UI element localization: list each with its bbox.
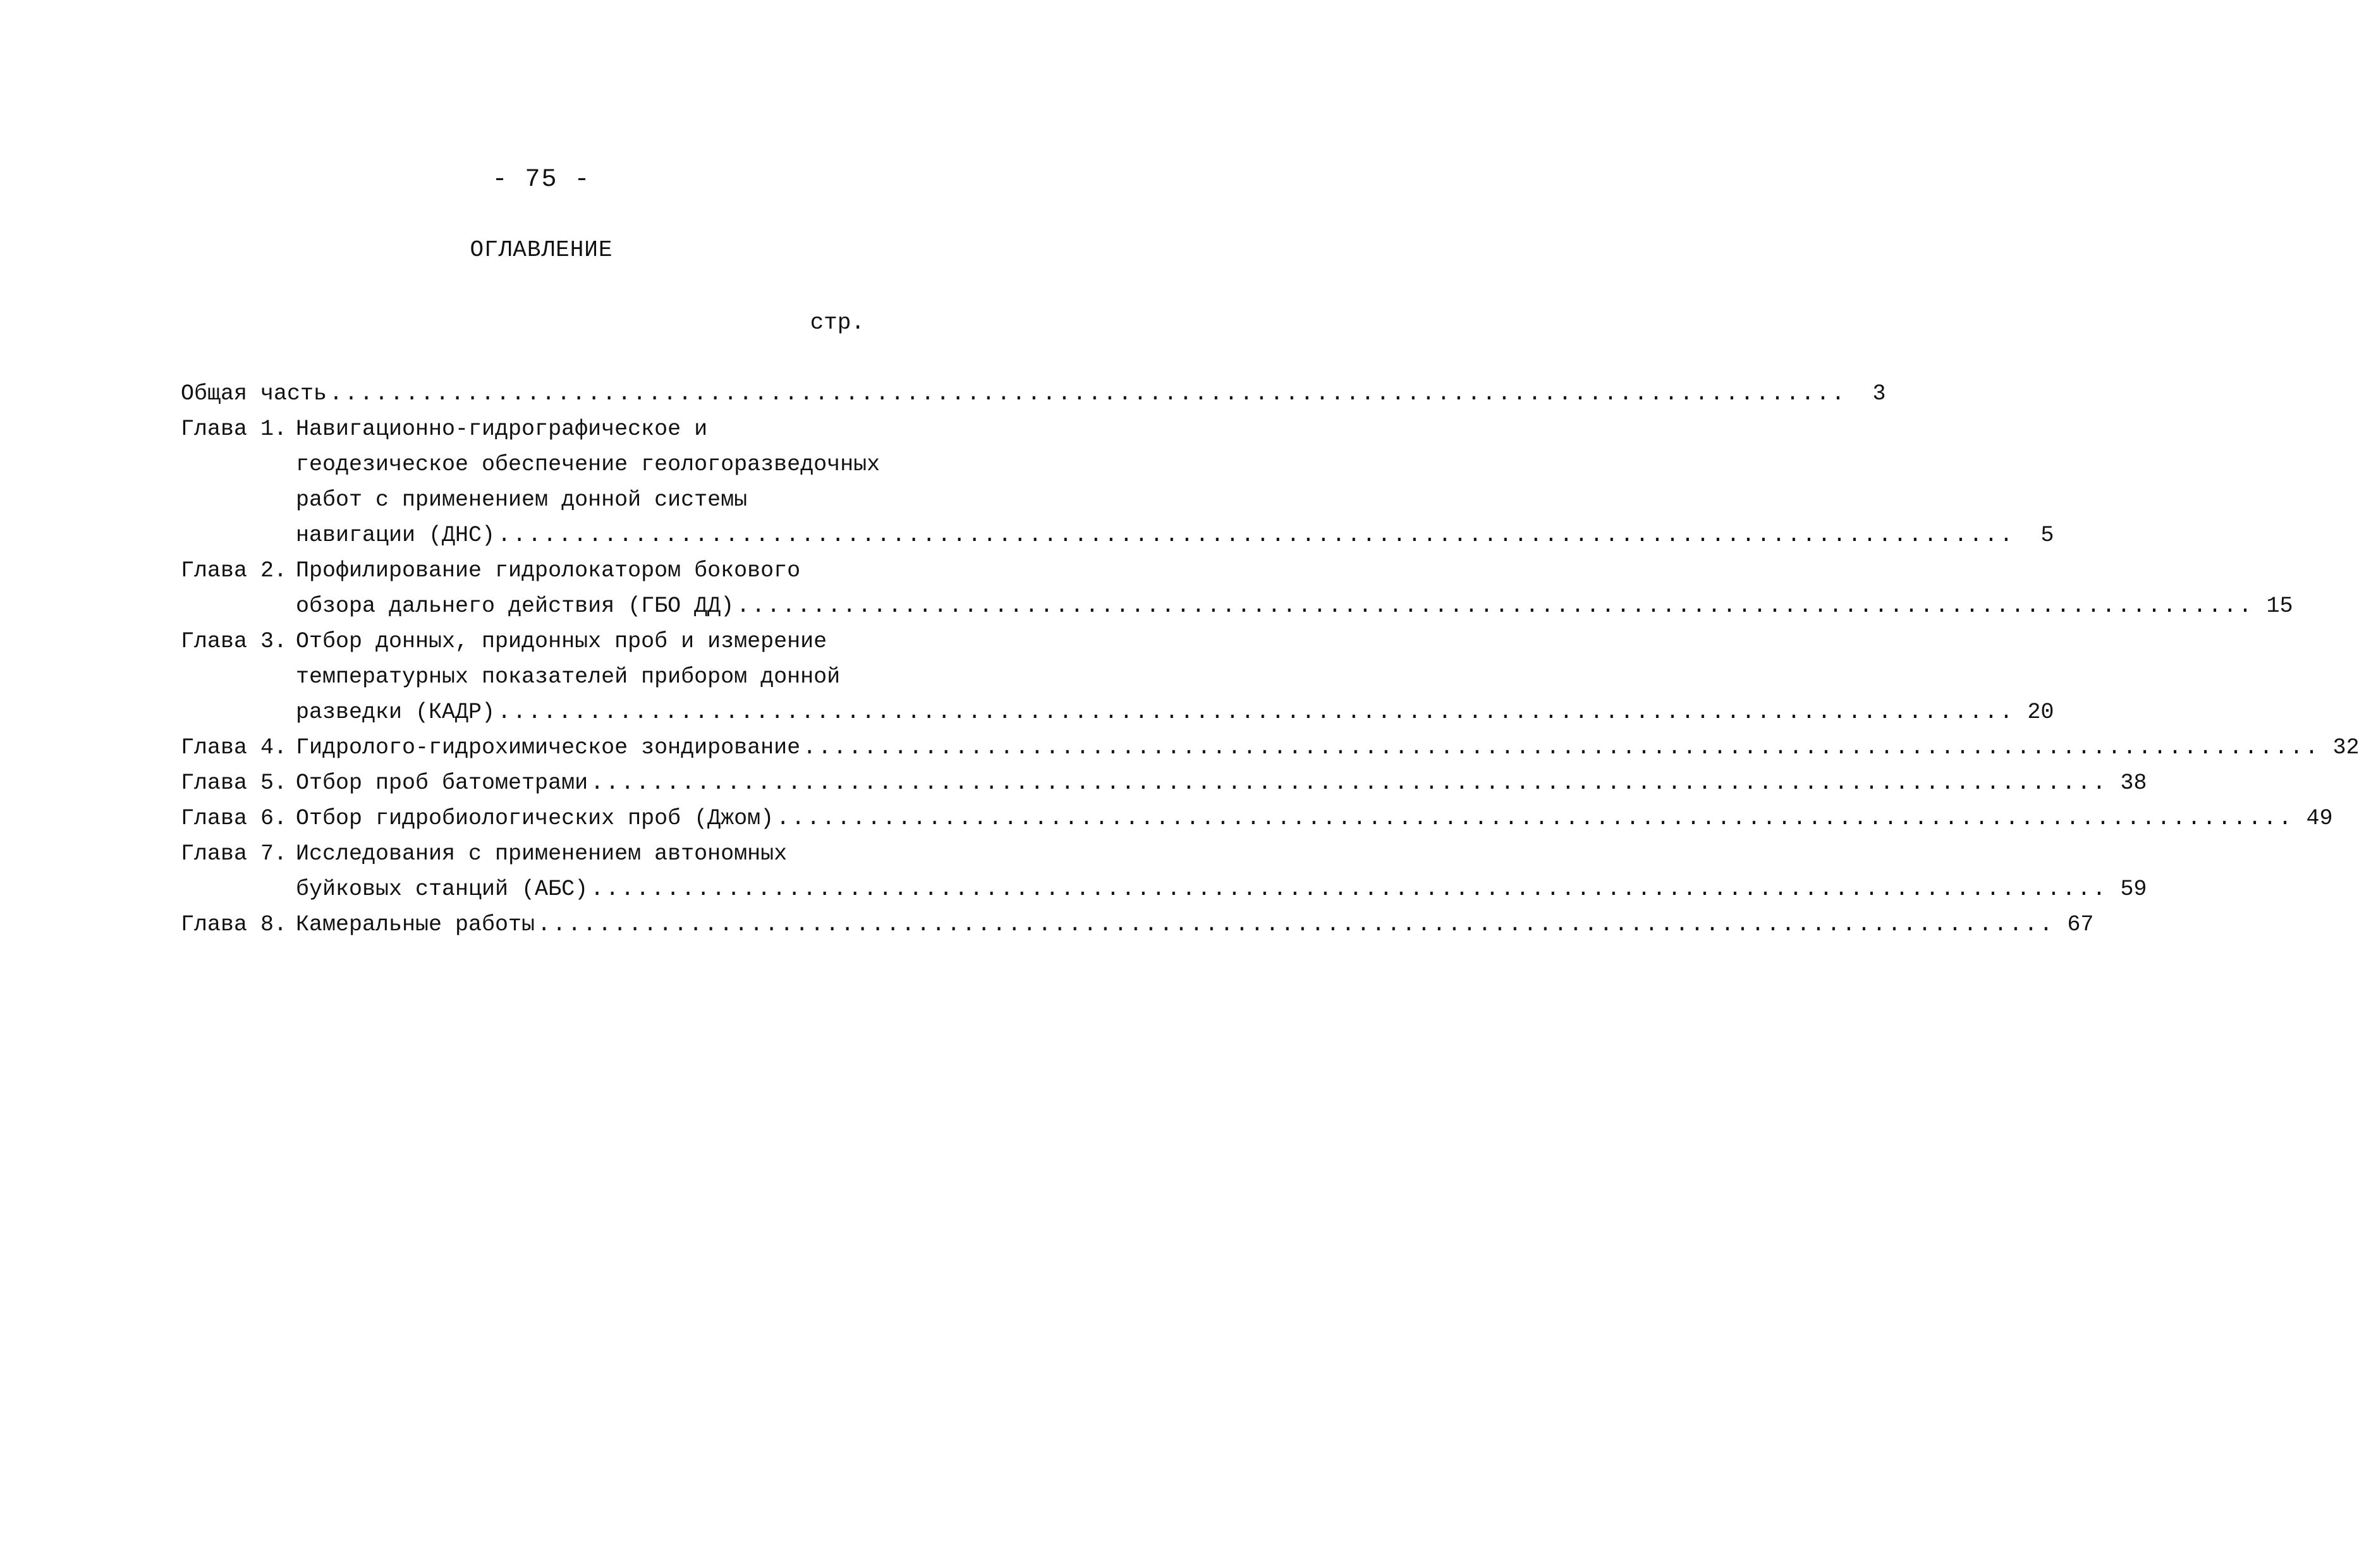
toc-entry <box>181 411 2054 553</box>
dot-leader: .................................................................................................... <box>537 912 2055 937</box>
chapter-label: Глава 3. <box>181 629 288 654</box>
entry-text <box>296 553 2293 624</box>
dot-leader: .................................................................................................... <box>803 735 2320 760</box>
page-reference: 15 <box>2266 593 2293 619</box>
page-number: - 75 - <box>492 166 591 194</box>
chapter-label: Глава 1. <box>181 416 288 442</box>
toc-entry <box>181 801 2333 836</box>
entry-text <box>181 376 1886 411</box>
entry-line: Профилирование гидролокатором бокового <box>296 558 801 583</box>
dot-leader: .................................................................................................... <box>497 700 2015 725</box>
entry-line: работ с применением донной системы <box>296 487 748 513</box>
entry-text <box>296 730 2359 765</box>
entry-title-text: Камеральные работы <box>296 912 535 937</box>
entry-title-text: Общая часть <box>181 381 327 406</box>
entry-text <box>296 907 2094 942</box>
page-reference: 67 <box>2067 912 2094 937</box>
chapter-label: Глава 5. <box>181 770 288 796</box>
entry-last-line <box>296 872 2147 907</box>
entry-title-text: буйковых станций (АБС) <box>296 877 588 902</box>
page-column-label: стр. <box>810 310 865 336</box>
entry-title-text: обзора дальнего действия (ГБО ДД) <box>296 593 735 619</box>
page-reference: 5 <box>2040 523 2054 548</box>
entry-line: Навигационно-гидрографическое и <box>296 416 708 442</box>
entry-line: температурных показателей прибором донной <box>296 664 841 690</box>
page-reference: 32 <box>2332 735 2359 760</box>
entry-line: Исследования с применением автономных <box>296 841 788 866</box>
entry-title-text: навигации (ДНС) <box>296 523 496 548</box>
entry-title-text: Отбор гидробиологических проб (Джом) <box>296 806 774 831</box>
entry-text <box>296 801 2333 836</box>
entry-title-text: Отбор проб батометрами <box>296 770 588 796</box>
page-reference: 49 <box>2306 806 2333 831</box>
entry-last-line <box>296 730 2359 765</box>
entry-text <box>296 836 2147 907</box>
toc-entry <box>181 765 2147 801</box>
toc-entry <box>181 553 2293 624</box>
entry-last-line <box>296 765 2147 801</box>
table-of-contents-title: ОГЛАВЛЕНИЕ <box>470 237 613 263</box>
entry-title-text: Гидролого-гидрохимическое зондирование <box>296 735 801 760</box>
dot-leader: .................................................................................................... <box>590 770 2108 796</box>
entry-title-text: разведки (КАДР) <box>296 700 496 725</box>
dot-leader: .................................................................................................... <box>329 381 1847 406</box>
toc-entry <box>181 376 1886 411</box>
dot-leader: .................................................................................................... <box>776 806 2294 831</box>
entry-last-line <box>181 376 1886 411</box>
toc-entry <box>181 907 2094 942</box>
entry-line: Отбор донных, придонных проб и измерение <box>296 629 827 654</box>
chapter-label: Глава 2. <box>181 558 288 583</box>
page-reference: 20 <box>2027 700 2054 725</box>
entry-text <box>296 765 2147 801</box>
entry-line: геодезическое обеспечение геологоразведочных <box>296 452 881 477</box>
chapter-label: Глава 6. <box>181 806 288 831</box>
dot-leader: .................................................................................................... <box>590 877 2108 902</box>
chapter-label: Глава 8. <box>181 912 288 937</box>
entry-last-line <box>296 518 2054 553</box>
page-reference: 3 <box>1872 381 1886 406</box>
entry-last-line <box>296 907 2094 942</box>
toc-entry <box>181 836 2147 907</box>
page-reference: 38 <box>2120 770 2147 796</box>
toc-entry <box>181 730 2359 765</box>
entry-text <box>296 624 2054 730</box>
chapter-label: Глава 7. <box>181 841 288 866</box>
chapter-label: Глава 4. <box>181 735 288 760</box>
toc-entry <box>181 624 2054 730</box>
entry-text <box>296 411 2054 553</box>
table-of-contents <box>181 376 2359 942</box>
dot-leader: .................................................................................................... <box>497 523 2015 548</box>
entry-last-line <box>296 801 2333 836</box>
page-reference: 59 <box>2120 877 2147 902</box>
entry-last-line <box>296 695 2054 730</box>
entry-last-line <box>296 588 2293 624</box>
dot-leader: .................................................................................................... <box>736 593 2254 619</box>
